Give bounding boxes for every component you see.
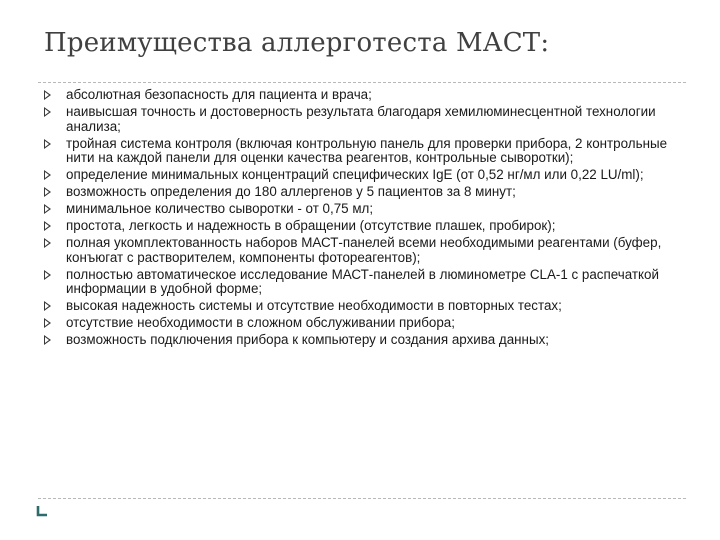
bullet-arrow-icon (44, 139, 51, 149)
advantages-list (44, 88, 684, 350)
bullet-arrow-icon (44, 335, 51, 345)
list-item-text: тройная система контроля (включая контрольную панель для проверки прибора, 2 контрольные нити на каждой панели для оценки качества реагентов, контрольные сыворотки); (66, 135, 668, 166)
bullet-arrow-icon (44, 107, 51, 117)
bullet-arrow-icon (44, 238, 51, 248)
list-item (44, 88, 684, 103)
bullet-arrow-icon (44, 270, 51, 280)
list-item (44, 202, 684, 217)
list-item-text: возможность подключения прибора к компьютеру и создания архива данных; (66, 332, 549, 348)
list-item (44, 168, 684, 183)
bullet-arrow-icon (44, 187, 51, 197)
list-item (44, 299, 684, 314)
list-item-text: возможность определения до 180 аллергенов у 5 пациентов за 8 минут; (66, 184, 516, 200)
list-item-text: высокая надежность системы и отсутствие необходимости в повторных тестах; (66, 298, 562, 314)
slide-title: Преимущества аллерготеста МАСТ: (44, 28, 550, 58)
bullet-arrow-icon (44, 221, 51, 231)
list-item-text: абсолютная безопасность для пациента и врача; (66, 87, 372, 102)
list-item-text: определение минимальных концентраций специфических IgE (от 0,52 нг/мл или 0,22 LU/ml); (66, 167, 644, 183)
bullet-arrow-icon (44, 170, 51, 180)
list-item (44, 105, 684, 134)
bullet-arrow-icon (44, 301, 51, 311)
list-item-text: полная укомплектованность наборов МАСТ-панелей всеми необходимыми реагентами (буфер, конъюгат с растворителем, компоненты фотореагентов); (66, 235, 662, 265)
title-divider (38, 82, 686, 83)
list-item (44, 185, 684, 200)
list-item (44, 333, 684, 348)
list-item-text: наивысшая точность и достоверность результата благодаря хемилюминесцентной технологии анализа; (66, 103, 656, 134)
bullet-arrow-icon (44, 204, 51, 214)
corner-chevron-icon (36, 505, 48, 517)
list-item-text: отсутствие необходимости в сложном обслуживании прибора; (66, 315, 455, 331)
list-item (44, 236, 684, 265)
list-item (44, 219, 684, 234)
bullet-arrow-icon (44, 90, 51, 100)
list-item (44, 268, 684, 297)
list-item-text: полностью автоматическое исследование МАСТ-панелей в люминометре CLA-1 с распечаткой информации в удобной форме; (66, 266, 659, 297)
footer-divider (38, 498, 686, 499)
list-item (44, 137, 684, 166)
bullet-arrow-icon (44, 318, 51, 328)
list-item-text: минимальное количество сыворотки - от 0,75 мл; (66, 201, 374, 217)
list-item-text: простота, легкость и надежность в обращении (отсутствие плашек, пробирок); (66, 218, 556, 234)
list-item (44, 316, 684, 331)
